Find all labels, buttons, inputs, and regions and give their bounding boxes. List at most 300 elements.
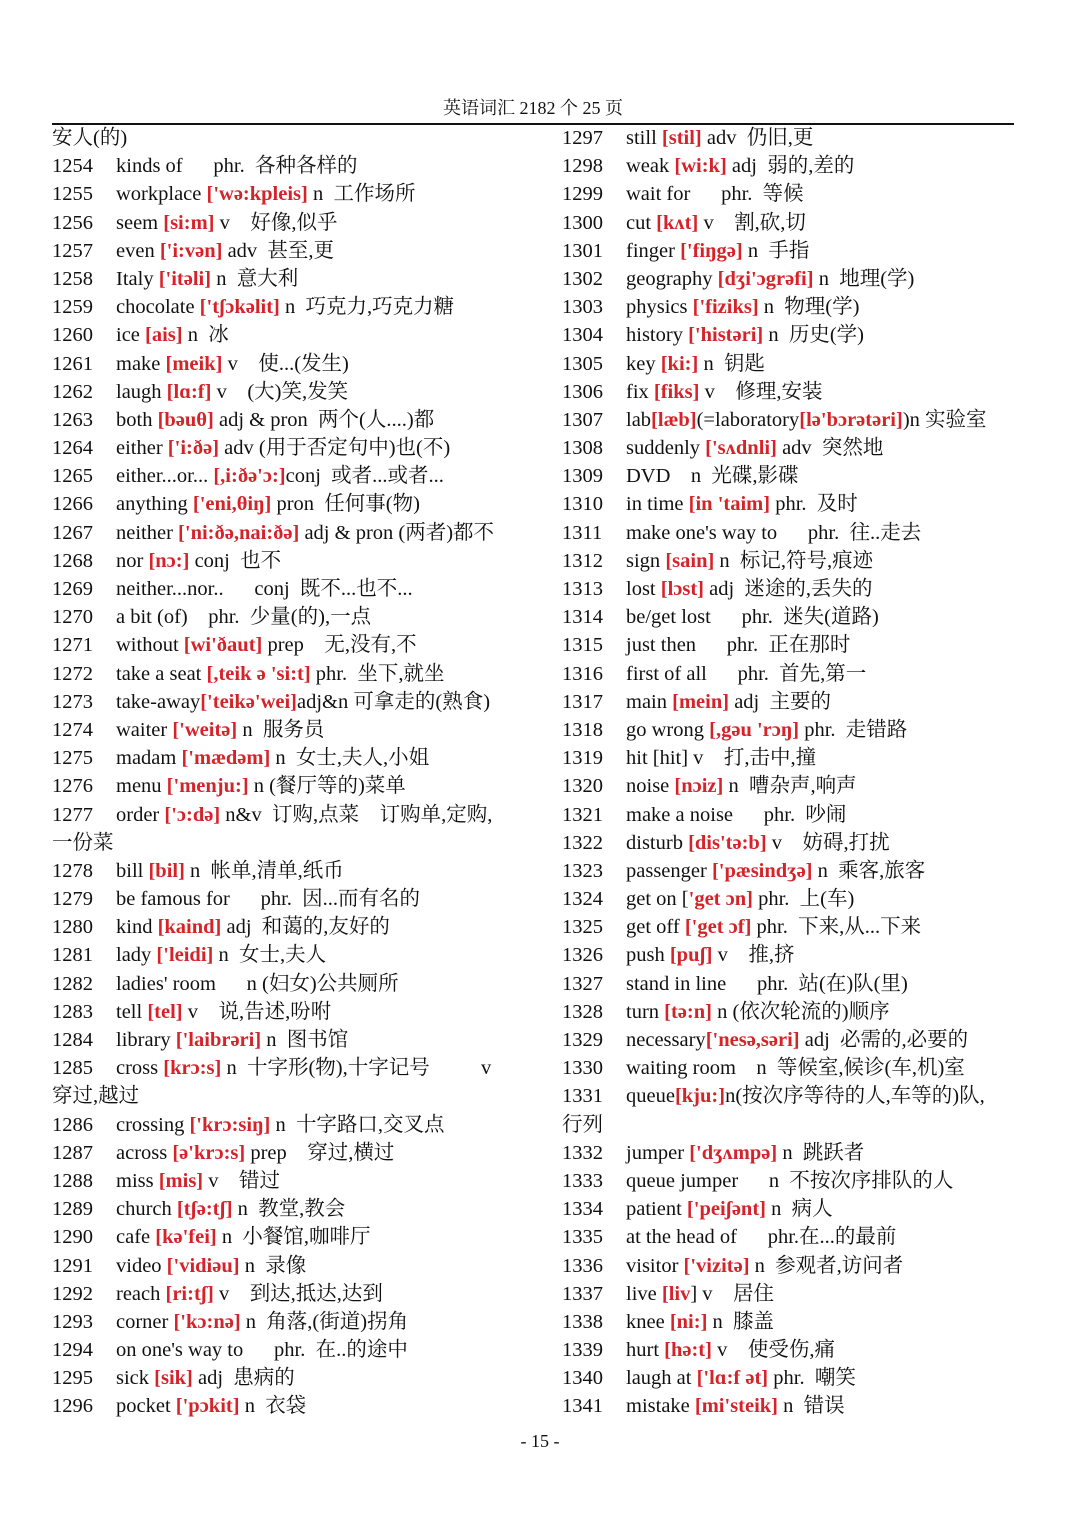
entry-number: 1271 <box>52 634 93 657</box>
entry-number: 1298 <box>562 155 603 178</box>
entry-number: 1307 <box>562 408 603 431</box>
vocab-entry <box>562 998 1022 1026</box>
vocab-entry <box>562 237 1022 265</box>
entry-text: noise <box>626 775 675 798</box>
entry-text: 行列 <box>562 1113 603 1136</box>
vocab-entry <box>52 434 532 462</box>
entry-text: tell <box>116 1000 148 1023</box>
entry-number: 1312 <box>562 549 603 572</box>
entry-number: 1328 <box>562 1000 603 1023</box>
entry-text: stand in line phr. 站(在)队(里) <box>626 972 908 995</box>
entry-number: 1279 <box>52 888 93 911</box>
entry-number: 1260 <box>52 324 93 347</box>
entry-text: adj 患病的 <box>192 1367 295 1390</box>
entry-number: 1278 <box>52 859 93 882</box>
vocab-entry <box>562 321 1022 349</box>
vocab-entry <box>562 603 1022 631</box>
entry-number: 1321 <box>562 803 603 826</box>
phonetic: ['wə:kpleis] <box>206 183 308 206</box>
entry-number: 1341 <box>562 1395 603 1418</box>
vocab-entry <box>562 1252 1022 1280</box>
phonetic: [krɔ:s] <box>163 1057 222 1080</box>
phonetic: [dis'tə:b] <box>688 831 767 854</box>
vocab-entry <box>562 378 1022 406</box>
vocab-entry <box>562 519 1022 547</box>
vocab-entry <box>562 801 1022 829</box>
phonetic: [mein] <box>672 690 730 713</box>
entry-text: history <box>626 324 689 347</box>
entry-text: n 女士,夫人 <box>213 944 327 967</box>
entry-number: 1270 <box>52 606 93 629</box>
entry-number: 1315 <box>562 634 603 657</box>
phonetic: ['laibrəri] <box>175 1029 262 1051</box>
phonetic: ['itəli] <box>158 267 212 290</box>
entry-number: 1340 <box>562 1367 603 1390</box>
entry-text: disturb <box>626 831 689 854</box>
entry-text: prep 穿过,横过 <box>245 1141 395 1164</box>
vocab-entry <box>562 462 1022 490</box>
vocab-entry <box>562 857 1022 885</box>
entry-text: n(按次序等待的人,车等的)队, <box>725 1085 985 1108</box>
vocab-entry <box>52 547 532 575</box>
entry-text: menu <box>116 775 167 798</box>
phonetic: [ki:] <box>660 352 699 375</box>
vocab-entry <box>52 970 532 998</box>
phonetic: [tʃə:tʃ] <box>176 1198 233 1221</box>
vocab-entry <box>562 124 1022 152</box>
entry-number: 1264 <box>52 437 93 460</box>
entry-number: 1301 <box>562 239 603 262</box>
entry-number: 1336 <box>562 1254 603 1277</box>
vocab-entry <box>52 1111 532 1139</box>
entry-text: anything <box>116 493 193 516</box>
entry-number: 1269 <box>52 578 93 600</box>
phonetic: [lɑ:f] <box>166 380 212 403</box>
entry-number: 1293 <box>52 1310 93 1333</box>
vocab-entry <box>562 350 1022 378</box>
entry-number: 1288 <box>52 1169 93 1192</box>
entry-number: 1302 <box>562 267 603 290</box>
entry-text: v 使受伤,痛 <box>711 1339 835 1362</box>
entry-text: main <box>626 690 673 713</box>
vocab-entry <box>562 575 1022 603</box>
entry-text: fix <box>626 380 654 403</box>
entry-text: conj 也不 <box>189 549 282 572</box>
entry-text: workplace <box>116 183 207 206</box>
entry-text: key <box>626 352 661 375</box>
vocab-entry-continuation <box>562 1111 1022 1139</box>
entry-number: 1287 <box>52 1141 93 1164</box>
entry-text: n 膝盖 <box>707 1310 775 1333</box>
vocab-entry <box>562 547 1022 575</box>
entry-text: queue <box>626 1085 675 1108</box>
vocab-entry <box>562 1139 1022 1167</box>
phonetic: [nɔ:] <box>148 549 190 572</box>
entry-text: n 冰 <box>182 324 229 347</box>
entry-text: (=laboratory <box>696 408 800 431</box>
vocab-entry <box>562 1223 1022 1251</box>
vocab-entry <box>52 265 532 293</box>
entry-number: 1313 <box>562 578 603 600</box>
entry-text: corner <box>116 1310 174 1333</box>
entry-number: 1283 <box>52 1000 93 1023</box>
vocab-entry <box>52 293 532 321</box>
phonetic: ['i:vən] <box>159 239 223 262</box>
vocab-entry <box>562 152 1022 180</box>
vocab-entry <box>562 406 1022 434</box>
phonetic: ['tʃɔkəlit] <box>199 296 280 319</box>
entry-text: n 工作场所 <box>307 183 416 206</box>
entry-number: 1282 <box>52 972 93 995</box>
entry-text: lady <box>116 944 157 967</box>
entry-text: phr. 走错路 <box>799 718 908 741</box>
vocab-entry <box>52 1308 532 1336</box>
entry-text: cut <box>626 211 657 234</box>
entry-text: just then phr. 正在那时 <box>626 634 851 657</box>
vocab-entry <box>52 998 532 1026</box>
vocab-entry <box>52 660 532 688</box>
phonetic: ['vizitə] <box>683 1254 750 1277</box>
entry-text: cross <box>116 1057 164 1080</box>
vocab-entry <box>52 575 532 603</box>
entry-number: 1255 <box>52 183 93 206</box>
phonetic: ['pɔkit] <box>175 1395 240 1418</box>
phonetic: ['histəri] <box>688 324 764 347</box>
entry-number: 1322 <box>562 831 603 854</box>
phonetic: ['kɔ:nə] <box>173 1310 241 1333</box>
vocab-entry <box>562 209 1022 237</box>
entry-number: 1268 <box>52 549 93 572</box>
phonetic: [tel] <box>147 1000 183 1023</box>
phonetic: [tə:n] <box>664 1000 712 1023</box>
entry-text: n 手指 <box>742 239 810 262</box>
phonetic: ['lɑ:f ət] <box>696 1367 769 1390</box>
entry-number: 1289 <box>52 1198 93 1221</box>
entry-text: v (大)笑,发笑 <box>211 380 349 403</box>
vocab-entry <box>52 603 532 631</box>
phonetic: ['dʒʌmpə] <box>689 1141 778 1164</box>
entry-text: n 地理(学) <box>813 267 915 290</box>
entry-text: n 参观者,访问者 <box>749 1254 904 1277</box>
entry-text: either <box>116 437 168 460</box>
entry-text: n 病人 <box>766 1198 833 1221</box>
entry-text: neither <box>116 521 179 544</box>
entry-number: 1295 <box>52 1367 93 1390</box>
entry-text: n 角落,(街道)拐角 <box>240 1310 409 1333</box>
entry-text: waiting room n 等候室,候诊(车,机)室 <box>626 1057 965 1080</box>
vocab-entry-continuation <box>52 1082 532 1110</box>
vocab-entry <box>562 885 1022 913</box>
entry-number: 1319 <box>562 747 603 770</box>
entry-text: n 女士,夫人,小姐 <box>270 747 430 770</box>
entry-number: 1280 <box>52 916 93 939</box>
entry-text: v 妨碍,打扰 <box>766 831 890 854</box>
entry-text: seem <box>116 211 164 234</box>
vocab-entry <box>52 406 532 434</box>
entry-number: 1332 <box>562 1141 603 1164</box>
entry-text: order <box>116 803 165 826</box>
entry-text: )n 实验室 <box>902 408 987 431</box>
entry-number: 1338 <box>562 1310 603 1333</box>
entry-text: adv 突然地 <box>776 437 884 460</box>
page-header: 英语词汇 2182 个 25 页 <box>443 98 623 118</box>
vocab-entry <box>52 321 532 349</box>
entry-text: reach <box>116 1282 166 1305</box>
entry-text: cafe <box>116 1226 156 1249</box>
entry-number: 1326 <box>562 944 603 967</box>
entry-text: kinds of phr. 各种各样的 <box>116 155 358 178</box>
entry-text: miss <box>116 1169 159 1192</box>
vocab-entry <box>562 434 1022 462</box>
vocab-entry <box>562 660 1022 688</box>
entry-number: 1258 <box>52 267 93 290</box>
entry-text: lab <box>626 408 652 431</box>
entry-text: waiter <box>116 718 173 741</box>
entry-text: church <box>116 1198 177 1221</box>
phonetic: [lə'bɔrətəri] <box>799 408 903 431</box>
entry-text: suddenly <box>626 437 706 460</box>
entry-number: 1292 <box>52 1282 93 1305</box>
entry-text: sign <box>626 549 666 572</box>
page-number: - 15 - <box>520 1431 560 1451</box>
phonetic: [stil] <box>661 127 702 149</box>
vocab-entry <box>562 490 1022 518</box>
entry-text: laugh at <box>626 1367 697 1390</box>
phonetic: [bəuθ] <box>157 408 214 431</box>
vocab-entry <box>52 462 532 490</box>
entry-number: 1259 <box>52 296 93 319</box>
vocab-entry-continuation <box>52 124 532 152</box>
entry-text: n 乘客,旅客 <box>812 859 926 882</box>
entry-text: library <box>116 1029 176 1051</box>
entry-text: prep 无,没有,不 <box>262 634 417 657</box>
entry-text: first of all phr. 首先,第一 <box>626 662 867 685</box>
phonetic: [ə'krɔ:s] <box>172 1141 246 1164</box>
vocab-entry <box>52 941 532 969</box>
entry-text: still <box>626 127 662 149</box>
entry-text: a bit (of) phr. 少量(的),一点 <box>116 606 372 629</box>
entry-number: 1275 <box>52 747 93 770</box>
entry-text: push <box>626 944 670 967</box>
phonetic: [sain] <box>665 549 715 572</box>
vocab-entry <box>52 801 532 829</box>
phonetic: [kju:] <box>674 1085 726 1108</box>
vocab-entry <box>52 913 532 941</box>
vocab-entry <box>52 1195 532 1223</box>
entry-number: 1276 <box>52 775 93 798</box>
entry-text: phr. 下来,从...下来 <box>751 916 922 939</box>
entry-text: queue jumper n 不按次序排队的人 <box>626 1169 954 1192</box>
entry-text: geography <box>626 267 718 290</box>
phonetic: [puʃ] <box>669 944 713 967</box>
phonetic: ['mædəm] <box>181 747 271 770</box>
entry-text: get on [ <box>626 888 689 911</box>
vocab-entry <box>562 1167 1022 1195</box>
entry-text: phr. 及时 <box>770 493 858 516</box>
vocab-entry <box>52 237 532 265</box>
entry-text: be famous for phr. 因...而有名的 <box>116 888 421 911</box>
entry-number: 1325 <box>562 916 603 939</box>
entry-number: 1309 <box>562 465 603 488</box>
entry-text: mistake <box>626 1395 695 1418</box>
entry-text: jumper <box>626 1141 690 1164</box>
entry-text: hurt <box>626 1339 665 1362</box>
entry-number: 1262 <box>52 380 93 403</box>
vocab-entry <box>52 1392 532 1420</box>
entry-number: 1296 <box>52 1395 93 1418</box>
entry-text: 穿过,越过 <box>52 1085 140 1108</box>
entry-number: 1331 <box>562 1085 603 1108</box>
vocab-entry <box>562 1308 1022 1336</box>
phonetic: [lɔst] <box>660 578 705 600</box>
entry-text: v 推,挤 <box>712 944 795 967</box>
entry-text: phr. 上(车) <box>752 888 855 911</box>
entry-text: across <box>116 1141 173 1164</box>
entry-number: 1267 <box>52 521 93 544</box>
entry-text: be/get lost phr. 迷失(道路) <box>626 606 879 629</box>
vocab-entry <box>562 1392 1022 1420</box>
phonetic: [sik] <box>154 1367 193 1390</box>
vocab-entry <box>562 688 1022 716</box>
entry-text: v 好像,似乎 <box>214 211 338 234</box>
entry-text: n 错误 <box>778 1395 845 1418</box>
phonetic: [kaind] <box>157 916 222 939</box>
entry-number: 1261 <box>52 352 93 375</box>
vocab-entry <box>52 1280 532 1308</box>
phonetic: ['eni,θiŋ] <box>192 493 272 516</box>
entry-text: nor <box>116 549 149 572</box>
entry-text: turn <box>626 1000 665 1023</box>
entry-text: 安人(的) <box>52 127 128 149</box>
entry-number: 1316 <box>562 662 603 685</box>
entry-number: 1333 <box>562 1169 603 1192</box>
vocab-entry <box>52 1026 532 1054</box>
vocab-entry <box>562 180 1022 208</box>
entry-text: adv 甚至,更 <box>222 239 335 262</box>
vocab-entry <box>562 744 1022 772</box>
entry-text: n&v 订购,点菜 订购单,定购, <box>220 803 493 826</box>
phonetic: [,teik ə 'si:t] <box>206 662 311 685</box>
entry-text: necessary <box>626 1029 706 1051</box>
vocab-entry <box>52 772 532 800</box>
entry-text: ladies' room n (妇女)公共厕所 <box>116 972 399 995</box>
entry-text: n 意大利 <box>211 267 299 290</box>
entry-text: sick <box>116 1367 155 1390</box>
vocab-entry <box>52 152 532 180</box>
vocab-entry <box>52 1364 532 1392</box>
entry-text: laugh <box>116 380 167 403</box>
entry-number: 1277 <box>52 803 93 826</box>
vocab-entry-continuation <box>52 829 532 857</box>
phonetic: [læb] <box>651 408 697 431</box>
vocab-entry <box>52 1336 532 1364</box>
entry-text: video <box>116 1254 167 1277</box>
entry-text: n 帐单,清单,纸币 <box>184 859 344 882</box>
entry-text: adj 必需的,必要的 <box>799 1029 969 1051</box>
phonetic: [hə:t] <box>664 1339 712 1362</box>
vocab-entry <box>562 1336 1022 1364</box>
entry-text: kind <box>116 916 158 939</box>
vocab-entry <box>52 1223 532 1251</box>
entry-text: v 使...(发生) <box>222 352 349 375</box>
entry-text: ] v 居住 <box>690 1282 775 1305</box>
vocab-entry <box>52 180 532 208</box>
entry-text: even <box>116 239 160 262</box>
entry-text: n 跳跃者 <box>777 1141 865 1164</box>
entry-text: lost <box>626 578 661 600</box>
vocab-entry <box>52 519 532 547</box>
phonetic: ['menju:] <box>166 775 249 798</box>
entry-text: n 巧克力,巧克力糖 <box>279 296 455 319</box>
entry-text: phr. 嘲笑 <box>768 1367 856 1390</box>
phonetic: ['get ɔf] <box>684 916 752 939</box>
entry-text: adj & pron (两者)都不 <box>299 521 495 544</box>
entry-text: n 衣袋 <box>239 1395 307 1418</box>
entry-number: 1323 <box>562 859 603 882</box>
phonetic: [in 'taim] <box>688 493 771 516</box>
phonetic: ['weitə] <box>172 718 238 741</box>
entry-text: conj 或者...或者... <box>285 465 444 488</box>
entry-text: in time <box>626 493 689 516</box>
vocab-entry <box>52 1054 532 1082</box>
entry-text: n 历史(学) <box>763 324 865 347</box>
entry-text: weak <box>626 155 675 178</box>
entry-text: madam <box>116 747 182 770</box>
vocab-entry <box>562 941 1022 969</box>
entry-number: 1254 <box>52 155 93 178</box>
entry-text: bill <box>116 859 149 882</box>
entry-number: 1291 <box>52 1254 93 1277</box>
entry-text: either...or... <box>116 465 214 488</box>
vocab-entry <box>562 631 1022 659</box>
vocab-entry <box>562 1364 1022 1392</box>
entry-text: n 服务员 <box>237 718 325 741</box>
entry-text: crossing <box>116 1113 190 1136</box>
vocab-entry <box>562 1026 1022 1054</box>
entry-text: without <box>116 634 184 657</box>
phonetic: [wi'ðaut] <box>183 634 263 657</box>
entry-text: adj & pron 两个(人....)都 <box>213 408 435 431</box>
entry-number: 1308 <box>562 437 603 460</box>
vocab-entry <box>562 1082 1022 1110</box>
vocab-entry <box>52 857 532 885</box>
entry-text: adj 迷途的,丢失的 <box>704 578 873 600</box>
entry-number: 1324 <box>562 888 603 911</box>
phonetic: ['fiziks] <box>692 296 759 319</box>
entry-text: knee <box>626 1310 670 1333</box>
entry-text: phr. 坐下,就坐 <box>310 662 445 685</box>
entry-number: 1266 <box>52 493 93 516</box>
vocab-column-right <box>562 124 1022 1421</box>
entry-text: adj&n 可拿走的(熟食) <box>297 690 491 713</box>
entry-text: get off <box>626 916 685 939</box>
entry-text: physics <box>626 296 693 319</box>
entry-text: v 到达,抵达,达到 <box>213 1282 383 1305</box>
phonetic: ['leidi] <box>156 944 214 967</box>
entry-text: make <box>116 352 166 375</box>
entry-text: v 说,告述,吩咐 <box>182 1000 332 1023</box>
phonetic: [wi:k] <box>674 155 727 178</box>
vocab-entry <box>562 970 1022 998</box>
entry-text: take a seat <box>116 662 207 685</box>
vocab-entry <box>52 716 532 744</box>
entry-text: ice <box>116 324 146 347</box>
vocab-entry <box>52 631 532 659</box>
entry-text: adj 弱的,差的 <box>726 155 855 178</box>
phonetic: ['pæsindʒə] <box>711 859 813 882</box>
vocab-entry <box>562 829 1022 857</box>
phonetic: ['peiʃənt] <box>686 1198 766 1221</box>
